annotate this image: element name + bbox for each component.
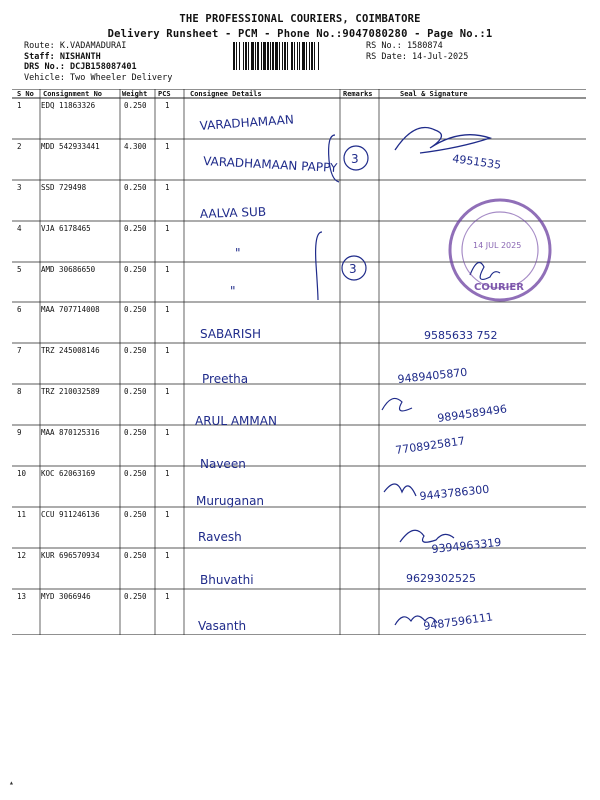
header-consignment: Consignment No [43,90,103,98]
handwritten-phone: 9894589496 [436,402,508,425]
row-pcs: 1 [165,428,170,437]
consignee-handwritten-name: " [235,246,241,260]
row-pcs: 1 [165,469,170,478]
row-pcs: 1 [165,224,170,233]
row-pcs: 1 [165,387,170,396]
consignee-handwritten-name: Muruganan [196,494,265,508]
row-sno: 5 [17,265,22,274]
row-weight: 0.250 [124,265,147,274]
header-pcs: PCS [158,90,171,98]
row-sno: 13 [17,592,27,601]
row-sno: 6 [17,305,22,314]
row-pcs: 1 [165,101,170,110]
row-weight: 0.250 [124,101,147,110]
handwritten-phone: 9487596111 [422,610,494,633]
row-weight: 0.250 [124,387,147,396]
handwritten-phone: 9394963319 [430,535,502,556]
row-sno: 3 [17,183,22,192]
row-pcs: 1 [165,265,170,274]
row-consignment: KUR 696570934 [41,551,100,560]
row-weight: 0.250 [124,592,147,601]
row-pcs: 1 [165,592,170,601]
row-pcs: 1 [165,346,170,355]
row-weight: 0.250 [124,183,147,192]
consignee-handwritten-name: VARADHAMAAN PAPPY [202,154,338,176]
vehicle-label: Vehicle: Two Wheeler Delivery [24,72,173,83]
row-consignment: TRZ 245008146 [41,346,100,355]
drs-label: DRS No.: DCJB158087401 [24,62,137,72]
row-pcs: 1 [165,305,170,314]
route-label: Route: K.VADAMADURAI [24,41,127,51]
row-weight: 0.250 [124,469,147,478]
row-consignment: MYD 3066946 [41,592,91,601]
handwritten-phone: 9585633 752 [424,329,498,342]
stamp-text: COURIER [474,282,524,293]
row-weight: 0.250 [124,305,147,314]
row-consignment: AMD 30686650 [41,265,96,274]
stamp-date: 14 JUL 2025 [473,241,522,250]
row-weight: 4.300 [124,142,147,151]
row-weight: 0.250 [124,346,147,355]
staff-label: Staff: NISHANTH [24,51,101,62]
header-consignee: Consignee Details [190,90,262,98]
row-pcs: 1 [165,510,170,519]
row-sno: 2 [17,142,22,151]
header-remarks: Remarks [343,90,373,98]
courier-stamp [440,190,560,310]
runsheet-subtitle: Delivery Runsheet - PCM - Phone No.:9047080280 - Page No.:1 [107,28,493,40]
consignee-handwritten-name: ARUL AMMAN [195,414,277,428]
row-pcs: 1 [165,183,170,192]
handwritten-phone: 7708925817 [394,434,466,457]
row-sno: 8 [17,387,22,396]
consignee-handwritten-name: Vasanth [198,619,247,633]
row-consignment: VJA 6178465 [41,224,91,233]
row-sno: 4 [17,224,22,233]
row-consignment: MDD 542933441 [41,142,100,151]
consignee-handwritten-name: AALVA SUB [199,204,267,221]
header-sno: S No [17,90,34,98]
consignee-handwritten-name: SABARISH [200,327,262,341]
row-sno: 11 [17,510,27,519]
row-pcs: 1 [165,551,170,560]
header-seal: Seal & Signature [400,90,468,98]
row-weight: 0.250 [124,224,147,233]
rs-date: RS Date: 14-Jul-2025 [366,51,469,62]
consignee-handwritten-name: Bhuvathi [200,573,254,587]
row-pcs: 1 [165,142,170,151]
remark-mark: 3 [349,262,357,276]
rs-number: RS No.: 1580874 [366,41,443,51]
row-consignment: KOC 62063169 [41,469,96,478]
header-weight: Weight [122,90,148,98]
company-title: THE PROFESSIONAL COURIERS, COIMBATORE [179,13,421,25]
handwritten-phone: 9443786300 [418,482,490,503]
row-consignment: MAA 870125316 [41,428,100,437]
handwritten-phone: 9629302525 [406,572,476,585]
remark-mark: 3 [351,152,359,166]
row-sno: 7 [17,346,22,355]
row-sno: 9 [17,428,22,437]
row-sno: 12 [17,551,27,560]
row-consignment: EDQ 11863326 [41,101,96,110]
row-consignment: SSD 729498 [41,183,87,192]
row-weight: 0.250 [124,551,147,560]
consignee-handwritten-name: Naveen [200,457,246,471]
row-weight: 0.250 [124,428,147,437]
corner-mark: ▴ [9,778,14,787]
route-info [24,41,172,83]
row-consignment: CCU 911246136 [41,510,100,519]
row-sno: 10 [17,469,27,478]
rs-info [366,41,468,62]
consignee-handwritten-name: Ravesh [198,530,242,544]
row-consignment: MAA 707714008 [41,305,100,314]
barcode-image [233,42,351,70]
consignee-handwritten-name: Preetha [202,372,249,386]
handwritten-phone: 4951535 [451,152,502,172]
handwritten-phone: 9489405870 [396,365,468,386]
consignee-handwritten-name: VARADHAMAAN [199,112,295,133]
row-sno: 1 [17,101,22,110]
row-weight: 0.250 [124,510,147,519]
row-consignment: TRZ 210032589 [41,387,100,396]
consignee-handwritten-name: " [230,284,236,298]
